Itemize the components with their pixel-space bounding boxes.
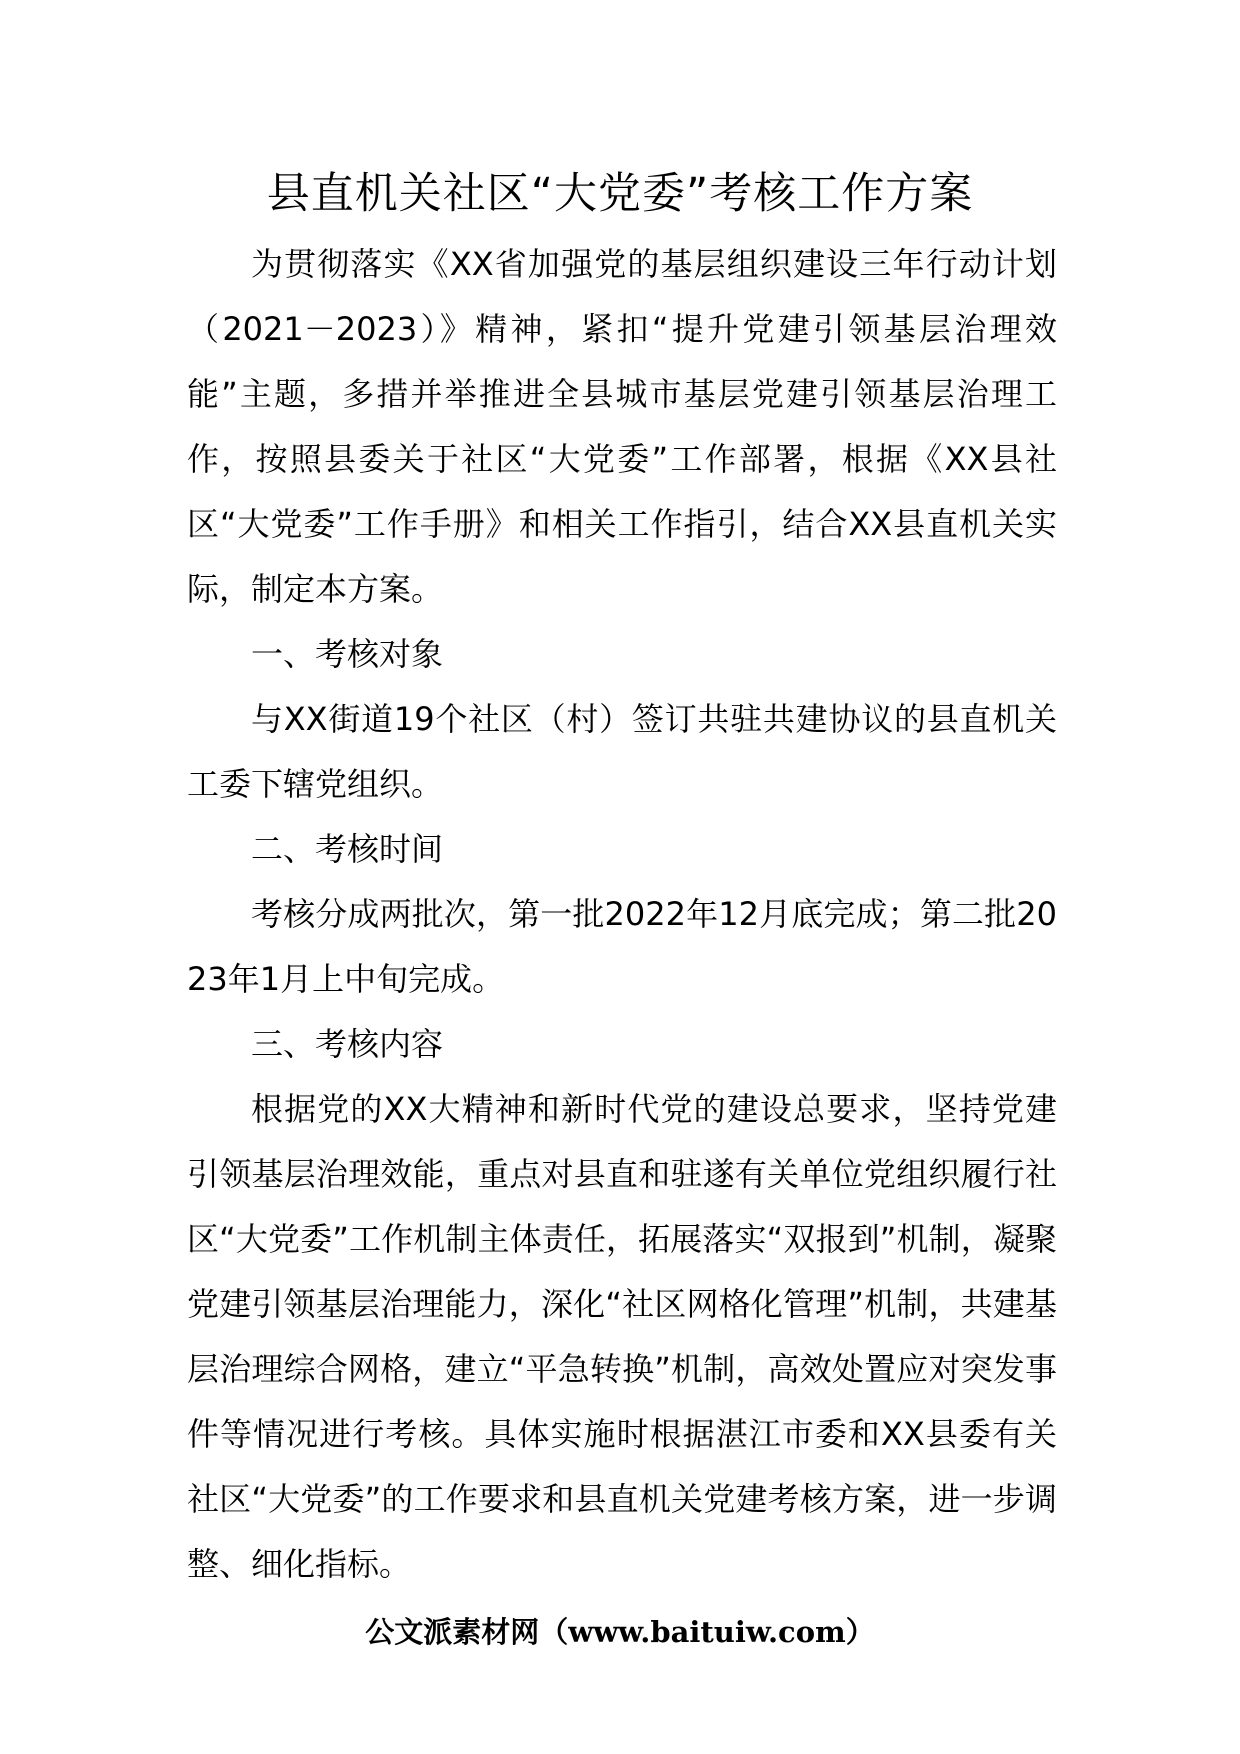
intro-paragraph: 为贯彻落实《XX省加强党的基层组织建设三年行动计划（2021－2023）》精神，紧扣“提升党建引领基层治理效能”主题，多措并举推进全县城市基层党建引领基层治理工作，按照县委关于社区“大党委”工作部署，根据《XX县社区“大党委”工作手册》和相关工作指引，结合XX县直机关实际，制定本方案。 <box>187 245 1057 608</box>
footer-source-text: 公文派素材网（www.baituiw.com） <box>365 1615 875 1649</box>
document-title: 县直机关社区“大党委”考核工作方案 <box>266 169 974 219</box>
section-heading-1: 一、考核对象 <box>251 635 444 673</box>
section-paragraph-3: 根据党的XX大精神和新时代党的建设总要求，坚持党建引领基层治理效能，重点对县直和驻遂有关单位党组织履行社区“大党委”工作机制主体责任，拓展落实“双报到”机制，凝聚党建引领基层治理能力，深化“社区网格化管理”机制，共建基层治理综合网格，建立“平急转换”机制，高效处置应对突发事件等情况进行考核。具体实施时根据湛江市委和XX县委有关社区“大党委”的工作要求和县直机关党建考核方案，进一步调整、细化指标。 <box>187 1090 1057 1583</box>
section-heading-2: 二、考核时间 <box>251 830 444 868</box>
document-body <box>187 232 1057 1597</box>
section-paragraph-1: 与XX街道19个社区（村）签订共驻共建协议的县直机关工委下辖党组织。 <box>187 700 1057 803</box>
section-heading-3: 三、考核内容 <box>251 1025 444 1063</box>
section-paragraph-2: 考核分成两批次，第一批2022年12月底完成；第二批2023年1月上中旬完成。 <box>187 895 1057 998</box>
